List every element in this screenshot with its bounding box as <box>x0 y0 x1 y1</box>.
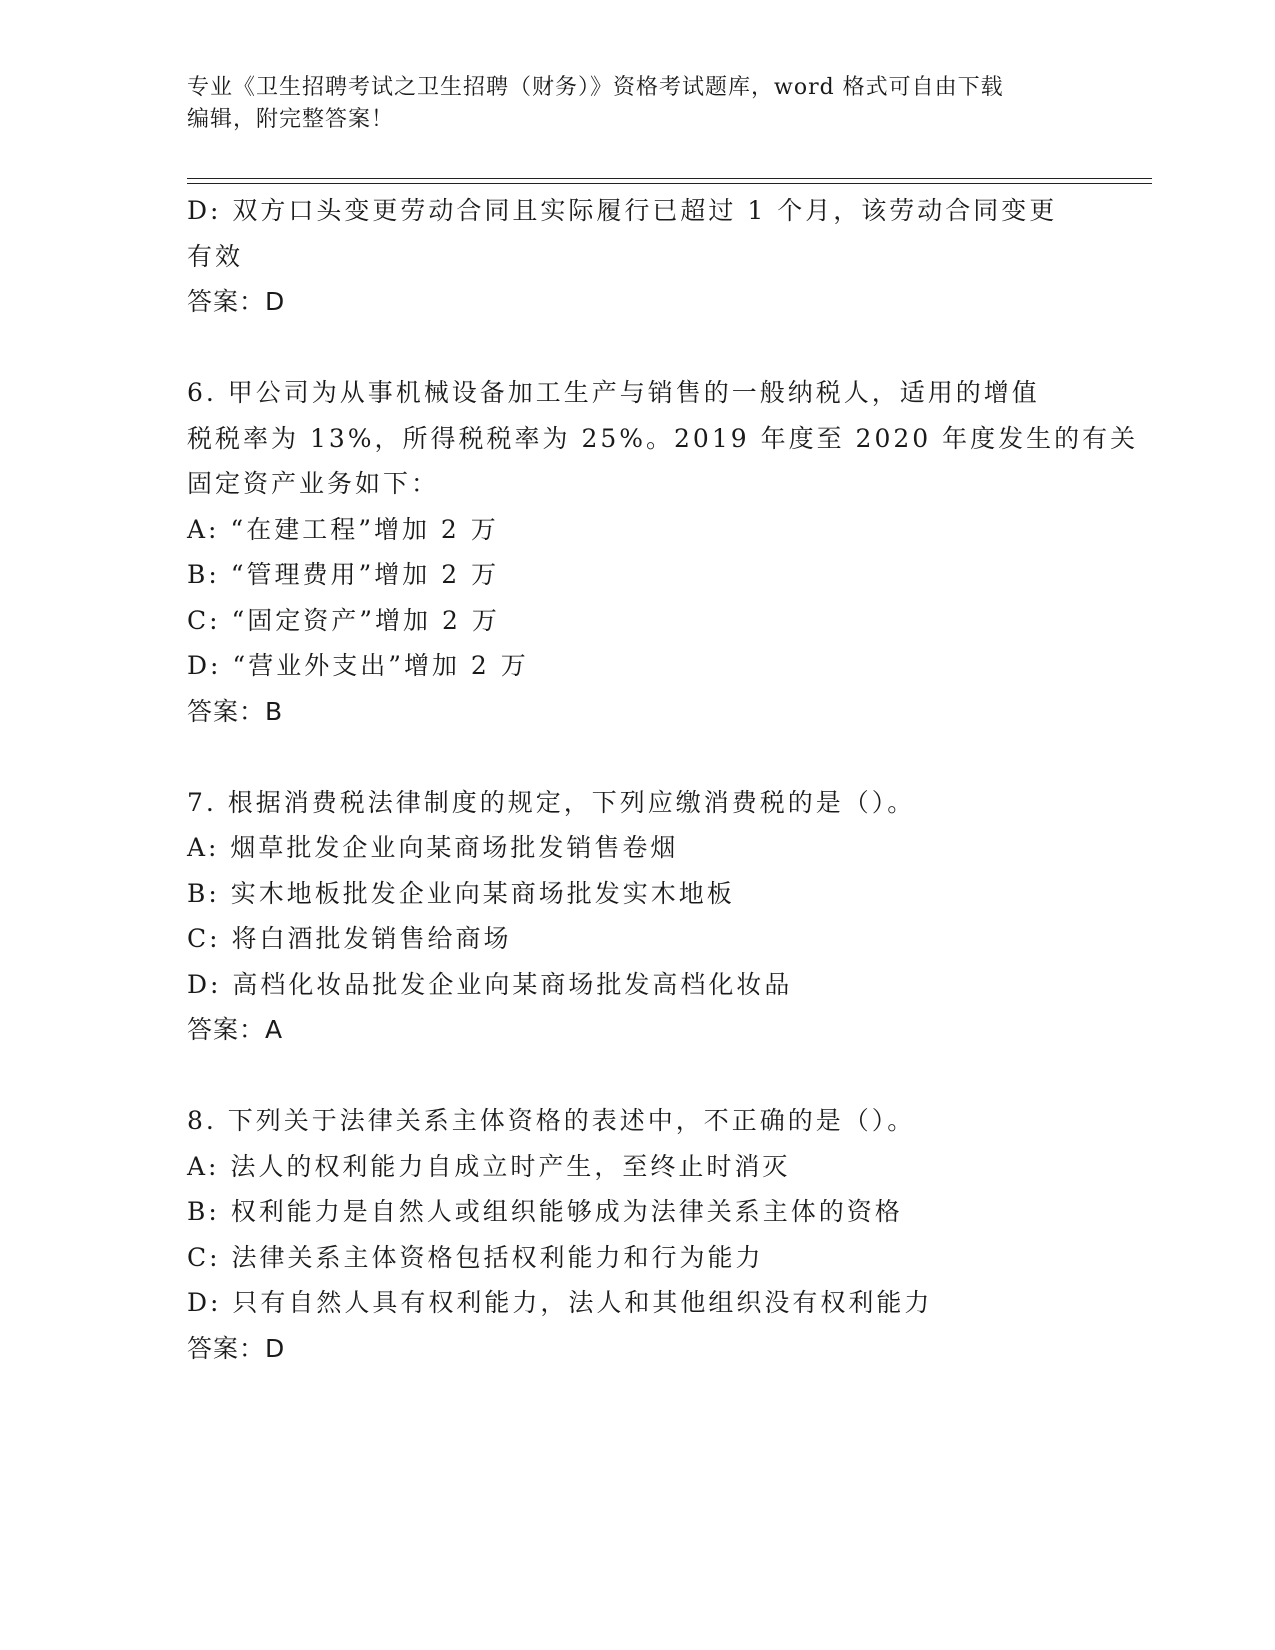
spacer <box>187 734 1087 780</box>
q6-stem-line-1: 6. 甲公司为从事机械设备加工生产与销售的一般纳税人，适用的增值 <box>187 378 1040 407</box>
q5-option-d-line-2: 有效 <box>187 241 244 271</box>
q6-answer: 答案：B <box>187 696 284 726</box>
q8-answer: 答案：D <box>187 1333 286 1363</box>
header-line-1: 专业《卫生招聘考试之卫生招聘（财务）》资格考试题库，word 格式可自由下载 <box>187 75 1004 100</box>
question-list <box>187 188 1139 1371</box>
q6-stem-line-2: 税税率为 13%，所得税税率为 25%。2019 年度至 2020 年度发生的有关 <box>187 423 1139 453</box>
question-8 <box>187 1098 1087 1371</box>
q6-option-c: C: “固定资产”增加 2 万 <box>187 605 500 635</box>
spacer <box>187 325 1087 371</box>
q8-option-b: B: 权利能力是自然人或组织能够成为法律关系主体的资格 <box>187 1197 903 1226</box>
q7-option-b: B: 实木地板批发企业向某商场批发实木地板 <box>187 878 735 908</box>
spacer <box>187 1053 1087 1099</box>
q8-option-d: D: 只有自然人具有权利能力，法人和其他组织没有权利能力 <box>187 1288 933 1317</box>
question-5-tail <box>187 188 1087 325</box>
q6-option-a: A: “在建工程”增加 2 万 <box>187 514 499 544</box>
question-6 <box>187 370 1139 734</box>
q6-option-b: B: “管理费用”增加 2 万 <box>187 560 500 589</box>
q6-option-d: D: “营业外支出”增加 2 万 <box>187 651 529 680</box>
question-7 <box>187 780 1087 1053</box>
q7-option-d: D: 高档化妆品批发企业向某商场批发高档化妆品 <box>187 969 793 999</box>
page-header <box>187 72 1067 136</box>
q8-option-c: C: 法律关系主体资格包括权利能力和行为能力 <box>187 1242 764 1272</box>
header-divider-bottom <box>187 183 1152 184</box>
q5-answer: 答案：D <box>187 287 286 316</box>
q8-option-a: A: 法人的权利能力自成立时产生，至终止时消灭 <box>187 1151 791 1181</box>
q7-option-a: A: 烟草批发企业向某商场批发销售卷烟 <box>187 833 679 862</box>
q7-option-c: C: 将白酒批发销售给商场 <box>187 924 512 953</box>
q8-stem: 8. 下列关于法律关系主体资格的表述中，不正确的是（）。 <box>187 1106 916 1135</box>
q7-answer: 答案：A <box>187 1015 284 1044</box>
q6-stem-line-3: 固定资产业务如下： <box>187 469 440 498</box>
q5-option-d-line-1: D: 双方口头变更劳动合同且实际履行已超过 1 个月，该劳动合同变更 <box>187 196 1058 225</box>
header-line-2: 编辑，附完整答案！ <box>187 107 395 132</box>
header-divider-top <box>187 178 1152 179</box>
q7-stem: 7. 根据消费税法律制度的规定，下列应缴消费税的是（）。 <box>187 787 916 817</box>
